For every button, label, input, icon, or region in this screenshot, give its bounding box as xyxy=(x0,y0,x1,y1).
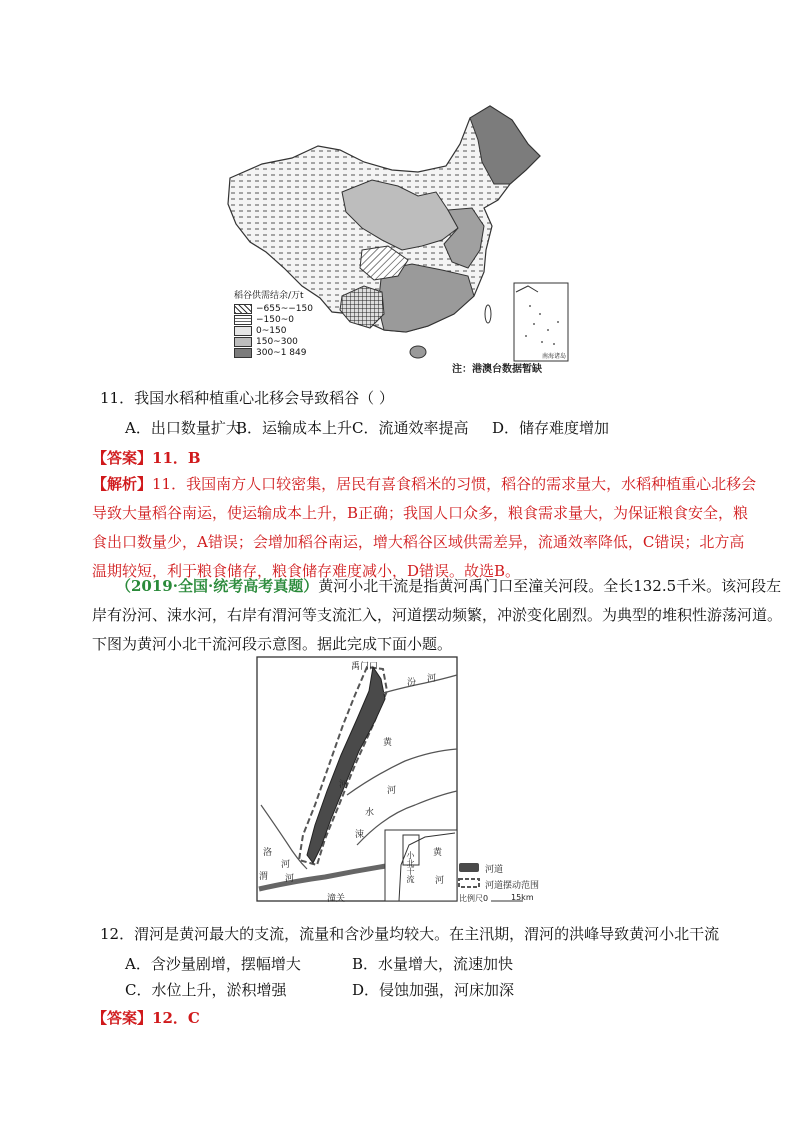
passage-source: （2019·全国·统考高考真题） xyxy=(116,577,319,595)
inset-label-xiaobei: 小北干流 xyxy=(406,851,415,883)
q11-option-d: D．储存难度增加 xyxy=(492,419,610,437)
legend-swatch-light xyxy=(234,326,252,336)
q11-option-a: A．出口数量扩大 xyxy=(125,419,241,437)
legend-item-3 xyxy=(234,325,313,336)
legend-item-2 xyxy=(234,314,313,325)
label-luo-he: 河 xyxy=(281,860,291,870)
legend-item-5 xyxy=(234,347,313,358)
passage xyxy=(92,572,783,659)
label-su-he: 河 xyxy=(387,786,397,796)
label-wei-he: 河 xyxy=(285,874,295,884)
label-tongguan: 潼关 xyxy=(327,894,346,904)
hainan-island xyxy=(410,346,426,358)
q12-option-a: A．含沙量剧增，摆幅增大 xyxy=(125,955,301,973)
passage-line-3: 下图为黄河小北干流河段示意图。据此完成下面小题。 xyxy=(92,635,453,653)
q11-option-c: C．流通效率提高 xyxy=(352,419,469,437)
inset-label-huang: 黄 xyxy=(433,848,443,858)
q12-option-b: B．水量增大，流速加快 xyxy=(352,955,514,973)
analysis-line-1 xyxy=(92,470,757,499)
answer-tag: 【答案】 xyxy=(92,449,153,467)
analysis-line-2: 导致大量稻谷南运，使运输成本上升，B正确；我国人口众多，粮食需求量大，为保证粮食安全，粮 xyxy=(92,504,749,522)
label-huang-he: 河 xyxy=(339,780,349,790)
legend-swing-label: 河道摆动范围 xyxy=(485,881,540,891)
taiwan-island xyxy=(485,305,491,323)
legend-swatch-dash xyxy=(234,315,252,325)
q12-stem: 12．渭河是黄河最大的支流，流量和含沙量均较大。在主汛期，渭河的洪峰导致黄河小北干流 xyxy=(100,925,720,943)
analysis-text: 11．我国南方人口较密集，居民有喜食稻米的习惯，稻谷的需求量大，水稻种植重心北移会 xyxy=(152,475,757,493)
passage-line-2: 岸有汾河、涑水河，右岸有渭河等支流汇入，河道摆动频繁，冲淤变化剧烈。为典型的堆积性游荡河道。 xyxy=(92,606,783,624)
inset-label-he: 河 xyxy=(435,876,445,886)
analysis-line-4: 温期较短，利于粮食储存，粮食储存难度减小，D错误。故选B。 xyxy=(92,562,521,580)
q12-option-c: C．水位上升，淤积增强 xyxy=(125,981,287,999)
map-note: 注：港澳台数据暂缺 xyxy=(452,364,542,375)
location-inset xyxy=(385,830,457,901)
label-su: 涑 xyxy=(355,830,365,840)
map1-legend xyxy=(234,288,313,358)
scale-end-label: 15km xyxy=(511,893,534,902)
legend-title: 稻谷供需结余/万t xyxy=(234,291,304,301)
label-shui: 水 xyxy=(365,808,375,818)
legend-item-4 xyxy=(234,336,313,347)
analysis-line-3: 食出口数量少，A错误；会增加稻谷南运，增大稻谷区域供需差异，流通效率降低，C错误；北方高 xyxy=(92,533,745,551)
label-wei: 渭 xyxy=(259,872,269,882)
answer-value: 11．B xyxy=(152,449,201,467)
label-fen: 汾 xyxy=(407,678,417,688)
legend-swing-swatch xyxy=(459,879,479,887)
label-huang: 黄 xyxy=(383,738,393,748)
legend-label: −150~0 xyxy=(256,314,294,325)
passage-text: 黄河小北干流是指黄河禹门口至潼关河段。全长132.5千米。该河段左 xyxy=(318,577,782,595)
china-rice-map xyxy=(222,100,594,375)
legend-label: 150~300 xyxy=(256,336,298,347)
inset-label: 南海诸岛 xyxy=(542,353,567,360)
legend-swatch-dark xyxy=(234,348,252,358)
q12-answer xyxy=(92,1008,200,1028)
answer-value: 12．C xyxy=(152,1009,200,1027)
scale-label: 比例尺0 xyxy=(459,894,489,903)
legend-swatch-hatch xyxy=(234,304,252,314)
analysis-tag: 【解析】 xyxy=(92,475,153,493)
passage-line-1 xyxy=(92,572,782,601)
q11-option-b: B．运输成本上升 xyxy=(236,419,353,437)
label-yumenkou: 禹门口 xyxy=(351,662,379,672)
legend-label: 0~150 xyxy=(256,325,287,336)
legend-label: 300~1 849 xyxy=(256,347,307,358)
q11-stem: 11．我国水稻种植重心北移会导致稻谷（ ） xyxy=(100,389,394,407)
answer-tag: 【答案】 xyxy=(92,1009,153,1027)
q12-option-d: D．侵蚀加强，河床加深 xyxy=(352,981,515,999)
q11-answer xyxy=(92,448,201,468)
legend-channel-label: 河道 xyxy=(485,865,504,875)
legend-label: −655~−150 xyxy=(256,303,313,314)
legend-channel-swatch xyxy=(459,863,479,872)
label-luo: 洛 xyxy=(263,848,273,858)
label-fen-he: 河 xyxy=(427,674,437,684)
legend-swatch-mid xyxy=(234,337,252,347)
south-china-sea-inset xyxy=(514,283,568,361)
legend-item-1 xyxy=(234,303,313,314)
q11-analysis xyxy=(92,470,757,586)
yellow-river-map xyxy=(255,655,545,905)
